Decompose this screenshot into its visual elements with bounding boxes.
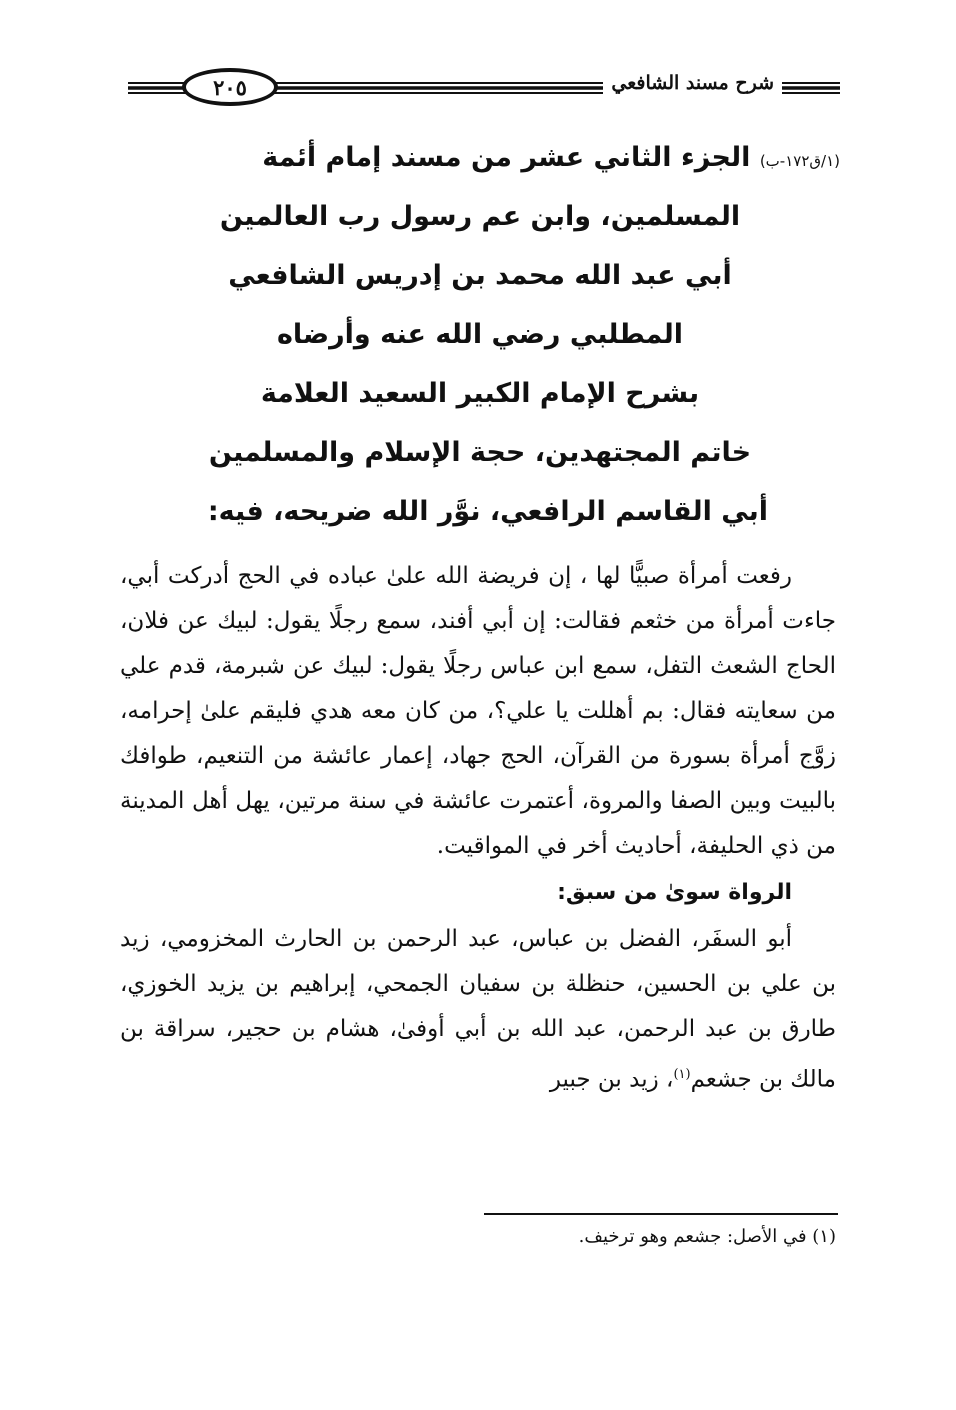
footnote-marker: (١) — [673, 1067, 691, 1082]
hadith-list-paragraph: رفعت أمرأة صبيًّا لها ، إن فريضة الله علىٰ عباده في الحج أدركت أبي، جاءت أمرأة من خثعم فقالت: إن أبي أفند، سمع رجلًا يقول: لبيك عن فلان، الحاج الشعث التفل، سمع ابن عباس رجلًا يقول: لبيك عن شبرمة، قدم علي من سعايته فقال: بم أهللت يا علي؟، من كان معه هدي فليقم علىٰ إحرامه، زوَّج أمرأة بسورة من القرآن، الحج جهاد، إعمار عائشة من التنعيم، طوافك بالبيت وبين الصفا والمروة، أعتمرت عائشة في سنة مرتين، يهل أهل المدينة من ذي الحليفة، أحاديث أخر في المواقيت. — [120, 563, 836, 859]
running-title: شرح مسند الشافعي — [603, 72, 782, 94]
heading-line-3: أبي عبد الله محمد بن إدريس الشافعي — [228, 260, 732, 291]
heading-line-7: أبي القاسم الرافعي، نوَّر الله ضريحه، فيه: — [207, 496, 768, 527]
footnote: (١) في الأصل: جشعم وهو ترخيف. — [578, 1226, 836, 1247]
page-header — [128, 62, 840, 114]
narrators-subheading: الرواة سوىٰ من سبق: — [557, 880, 792, 905]
page-number: ٢٠٥ — [213, 74, 247, 100]
heading-line-2: المسلمين، وابن عم رسول رب العالمين — [219, 201, 741, 232]
heading-line-5: بشرح الإمام الكبير السعيد العلامة — [260, 378, 700, 409]
heading-text: الجزء الثاني عشر من مسند إمام أئمة — [262, 142, 751, 173]
narrators-text-end: ، زيد بن جبير — [549, 1066, 674, 1093]
heading-line-4: المطلبي رضي الله عنه وأرضاه — [276, 319, 684, 350]
narrators-text: أبو السفَر، الفضل بن عباس، عبد الرحمن بن الحارث المخزومي، زيد بن علي بن الحسين، حنظلة بن سفيان الجمحي، إبراهيم بن يزيد الخوزي، طارق بن عبد الرحمن، عبد الله بن أبي أوفىٰ، هشام بن حجير، سراقة بن مالك بن جشعم — [120, 926, 836, 1093]
body-text — [120, 554, 836, 1103]
heading-line-6: خاتم المجتهدين، حجة الإسلام والمسلمين — [208, 437, 752, 468]
page-number-badge — [182, 68, 278, 106]
narrators-paragraph — [120, 917, 836, 1103]
heading-line-1 — [120, 128, 840, 187]
footnote-separator — [484, 1213, 838, 1215]
section-heading — [120, 128, 840, 541]
folio-reference: (١/ق١٧٢-ب) — [759, 152, 840, 170]
